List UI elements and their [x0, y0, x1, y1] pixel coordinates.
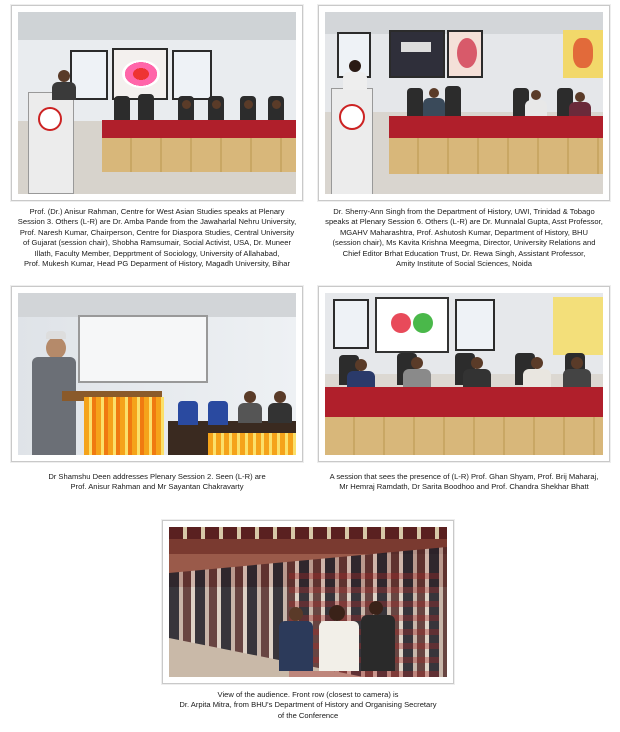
caption-line: Prof. Mukesh Kumar, Head PG Deparment of History, Magadh University, Bihar [23, 259, 291, 269]
caption-line: Prof. (Dr.) Anisur Rahman, Centre for West Asian Studies speaks at Plenary [29, 207, 285, 216]
photo-1-frame [11, 5, 303, 201]
caption-line: A session that sees the presence of (L-R) Prof. Ghan Shyam, Prof. Brij Maharaj, [329, 472, 599, 481]
photo-2-frame [318, 5, 610, 201]
photo-2-caption [318, 207, 610, 269]
caption-line: (session chair), Ms Kavita Krishna Meegma, Director, University Relations and [332, 238, 596, 248]
caption-line: of Gujarat (session chair), Shobha Ramsumair, Social Activist, USA, Dr. Muneer [23, 238, 291, 248]
caption-line: speaks at Plenary Session 6. Others (L-R) are Dr. Munnalal Gupta, Asst Professor, [325, 217, 603, 227]
photo-1-caption [11, 207, 303, 269]
photo-1-plenary-session-3 [18, 12, 296, 194]
caption-line: Mr Hemraj Ramdath, Dr Sarita Boodhoo and Prof. Chandra Shekhar Bhatt [339, 482, 589, 492]
caption-line: of the Conference [277, 710, 339, 720]
photo-4-frame [318, 286, 610, 462]
caption-line: Dr. Arpita Mitra, from BHU's Department of History and Organising Secretary [179, 700, 437, 710]
caption-line: Amity Institute of Social Sciences, Noida [396, 259, 532, 269]
photo-2-plenary-session-6 [325, 12, 603, 194]
photo-3-caption [11, 472, 303, 493]
photo-3-plenary-session-2 [18, 293, 296, 455]
photo-4-session-panel [325, 293, 603, 455]
caption-line: Prof. Anisur Rahman and Mr Sayantan Chakravarty [70, 482, 244, 492]
photo-5-audience-view [169, 527, 447, 677]
caption-line: Illath, Faculty Member, Depprtment of Sociology, University of Allahabad, [34, 248, 280, 258]
caption-line: Chief Editor Brhat Education Trust, Dr. Rewa Singh, Assistant Professor, [342, 248, 586, 258]
caption-line: Dr. Sherry-Ann Singh from the Department of History, UWI, Trinidad & Tobago [333, 207, 595, 216]
caption-line: View of the audience. Front row (closest to camera) is [217, 690, 399, 699]
caption-line: MGAHV Maharashtra, Prof. Ashutosh Kumar, Department of History, BHU [339, 227, 588, 237]
photo-5-caption [150, 690, 466, 721]
photo-4-caption [318, 472, 610, 493]
caption-line: Prof. Naresh Kumar, Chairperson, Centre for Diaspora Studies, Central University [19, 227, 295, 237]
photo-3-frame [11, 286, 303, 462]
photo-5-frame [162, 520, 454, 684]
caption-line: Dr Shamshu Deen addresses Plenary Session 2. Seen (L-R) are [48, 472, 266, 481]
caption-line: Session 3. Others (L-R) are Dr. Amba Pande from the Jawaharlal Nehru University, [17, 217, 297, 227]
